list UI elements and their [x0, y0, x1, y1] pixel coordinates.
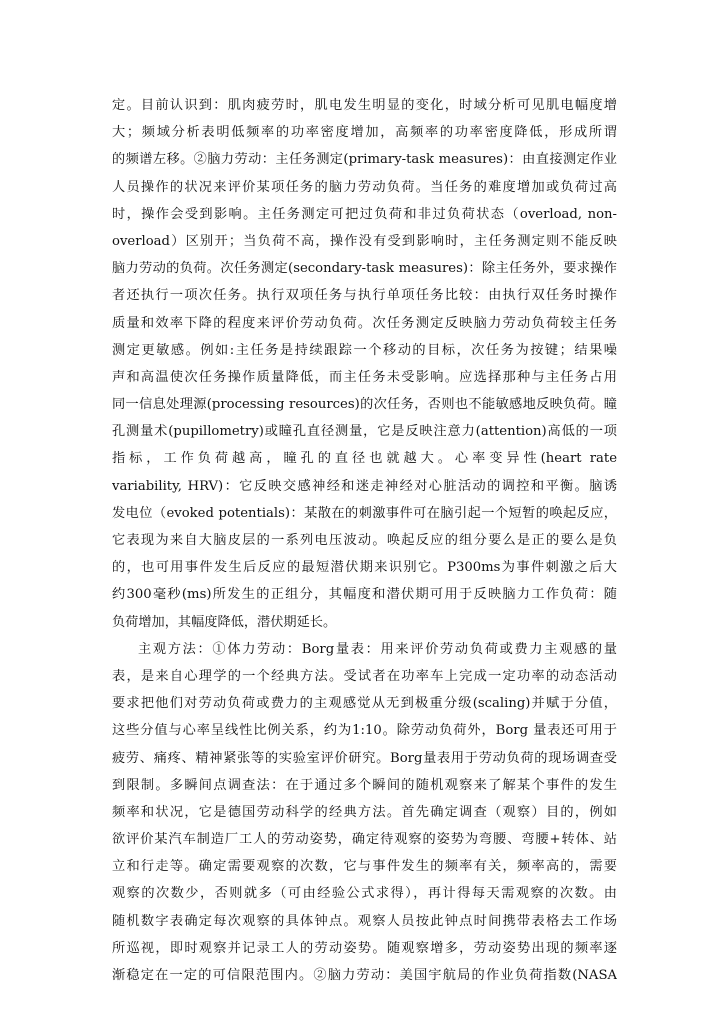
text-line: 这些分值与心率呈线性比例关系，约为1:10。除劳动负荷外，Borg 量表还可用于 — [112, 723, 617, 739]
text-line: 疲劳、痛疼、精神紧张等的实验室评价研究。Borg量表用于劳动负荷的现场调查受 — [112, 750, 617, 766]
text-line: 的，也可用事件发生后反应的最短潜伏期来识别它。P300ms为事件刺激之后大 — [112, 560, 617, 576]
text-line: 欲评价某汽车制造厂工人的劳动姿势，确定待观察的姿势为弯腰、弯腰+转体、站 — [112, 832, 617, 848]
text-line: 定。目前认识到：肌肉疲劳时，肌电发生明显的变化，时域分析可见肌电幅度增 — [112, 98, 617, 113]
text-line: 同一信息处理源(processing resources)的次任务，否则也不能敏感地反映负荷。瞳 — [112, 397, 617, 413]
text-line: 立和行走等。确定需要观察的次数，它与事件发生的频率有关，频率高的，需要 — [112, 859, 617, 875]
text-line: 脑力劳动的负荷。次任务测定(secondary-task measures)：除主任务外，要求操作 — [112, 261, 617, 277]
text-line: 主观方法：①体力劳动：Borg量表：用来评价劳动负荷或费力主观感的量 — [138, 641, 617, 657]
body-text — [112, 92, 617, 989]
text-line: 测定更敏感。例如:主任务是持续跟踪一个移动的目标，次任务为按键；结果噪 — [112, 342, 617, 358]
text-line: 所巡视，即时观察并记录工人的劳动姿势。随观察增多，劳动姿势出现的频率逐 — [112, 940, 617, 956]
text-line: 孔测量术(pupillometry)或瞳孔直径测量，它是反映注意力(attention)高低的一项 — [112, 424, 617, 440]
text-line: 的频谱左移。②脑力劳动：主任务测定(primary-task measures)：由直接测定作业 — [112, 152, 617, 168]
text-line: 发电位（evoked potentials)：某散在的刺激事件可在脑引起一个短暂的唤起反应， — [112, 505, 617, 521]
text-line: 随机数字表确定每次观察的具体钟点。观察人员按此钟点时间携带表格去工作场 — [112, 913, 617, 929]
text-line: variability, HRV)：它反映交感神经和迷走神经对心脏活动的调控和平衡。脑诱 — [112, 478, 617, 494]
text-line: overload）区别开；当负荷不高，操作没有受到影响时，主任务测定则不能反映 — [112, 233, 617, 249]
text-line: 质量和效率下降的程度来评价劳动负荷。次任务测定反映脑力劳动负荷较主任务 — [112, 315, 617, 331]
text-line: 人员操作的状况来评价某项任务的脑力劳动负荷。当任务的难度增加或负荷过高 — [112, 179, 617, 195]
text-line: 频率和状况，它是德国劳动科学的经典方法。首先确定调查（观察）目的，例如 — [112, 804, 617, 820]
text-line: 指标，工作负荷越高，瞳孔的直径也就越大。心率变异性(heart rate — [112, 451, 617, 467]
text-line: 要求把他们对劳动负荷或费力的主观感觉从无到极重分级(scaling)并赋于分值， — [112, 696, 617, 712]
text-line: 大；频域分析表明低频率的功率密度增加，高频率的功率密度降低，形成所谓 — [112, 125, 617, 141]
text-line: 它表现为来自大脑皮层的一系列电压波动。唤起反应的组分要么是正的要么是负 — [112, 533, 617, 548]
text-line: 表，是来自心理学的一个经典方法。受试者在功率车上完成一定功率的动态活动 — [112, 668, 617, 684]
text-line: 时，操作会受到影响。主任务测定可把过负荷和非过负荷状态（overload, non- — [112, 206, 617, 222]
text-line: 约300毫秒(ms)所发生的正组分，其幅度和潜伏期可用于反映脑力工作负荷：随 — [112, 587, 617, 603]
text-line: 声和高温使次任务操作质量降低，而主任务未受影响。应选择那种与主任务占用 — [112, 369, 617, 385]
text-line: 负荷增加，其幅度降低，潜伏期延长。 — [112, 614, 337, 630]
text-line: 观察的次数少，否则就多（可由经验公式求得），再计得每天需观察的次数。由 — [112, 886, 617, 902]
text-line: 到限制。多瞬间点调查法：在于通过多个瞬间的随机观察来了解某个事件的发生 — [112, 777, 617, 793]
text-line: 渐稳定在一定的可信限范围内。②脑力劳动：美国宇航局的作业负荷指数(NASA — [112, 968, 617, 983]
text-line: 者还执行一项次任务。执行双项任务与执行单项任务比较：由执行双任务时操作 — [112, 288, 617, 304]
